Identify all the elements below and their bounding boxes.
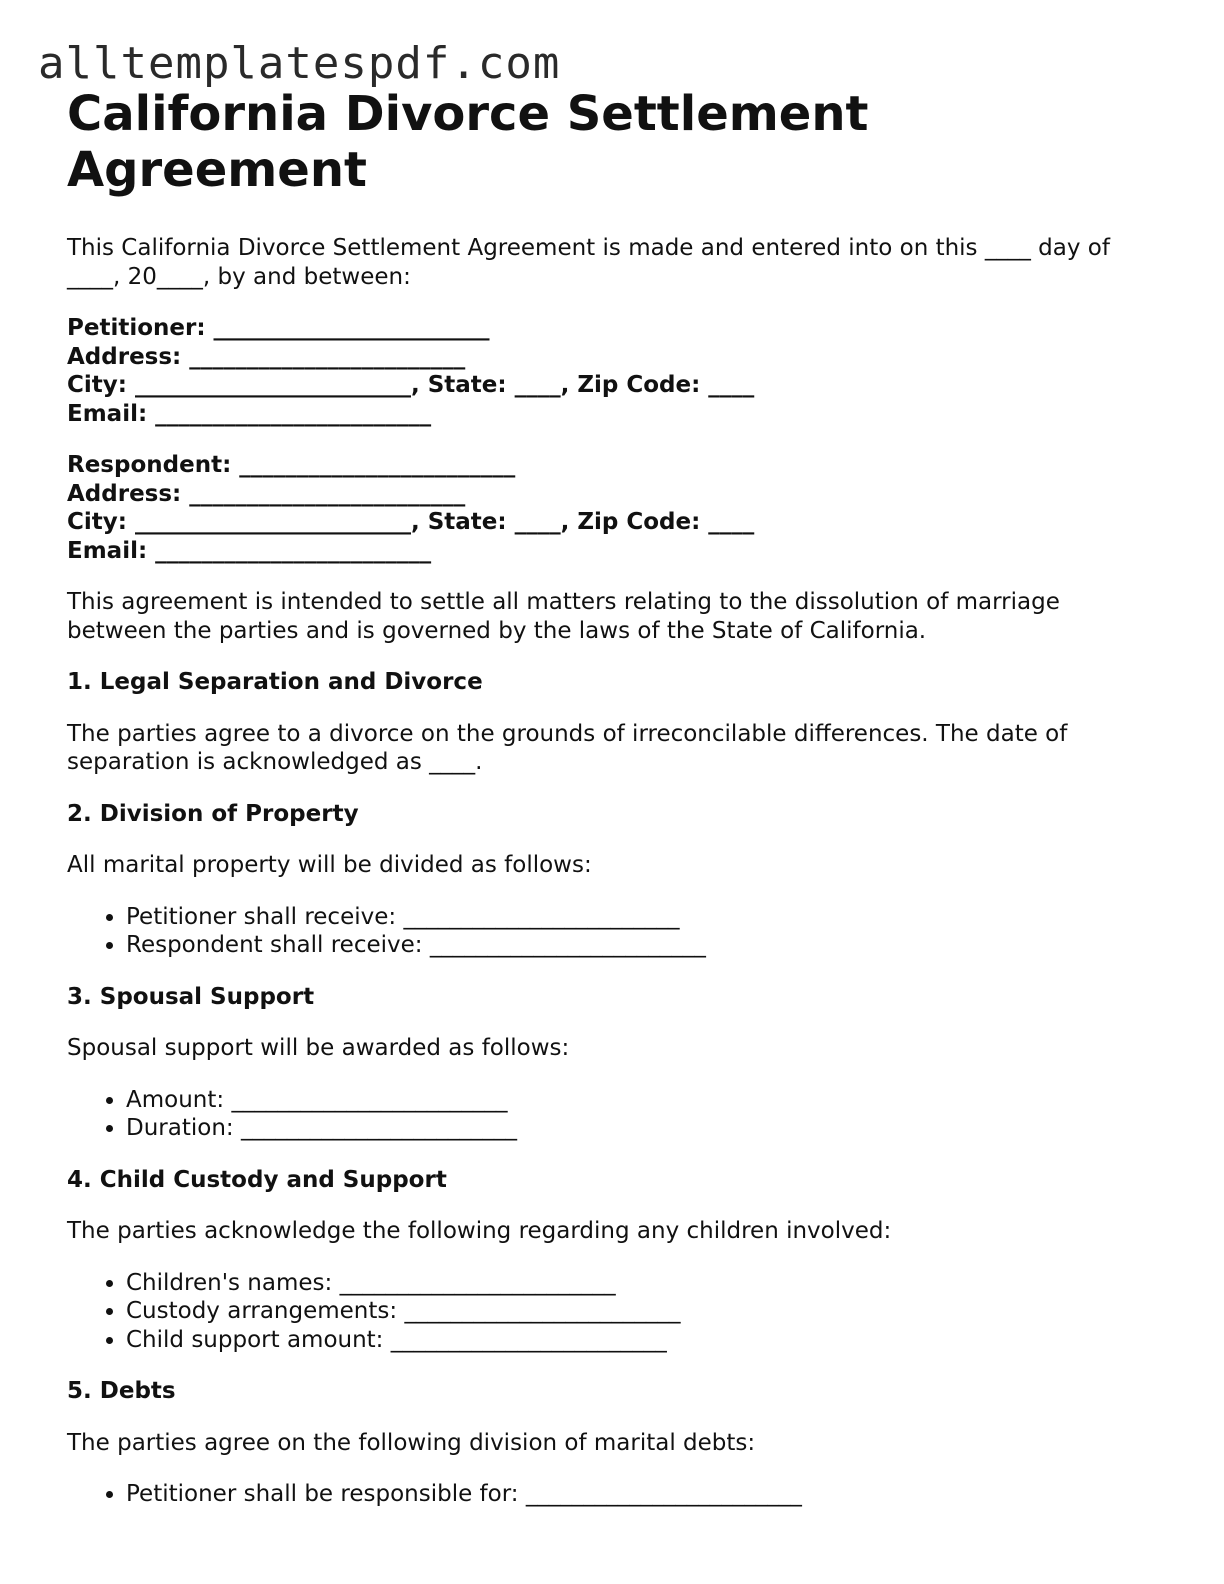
list-item[interactable]: • Petitioner shall receive: ________________________	[126, 903, 1167, 932]
section-5-text: The parties agree on the following division of marital debts:	[67, 1429, 756, 1456]
section-3-heading: 3. Spousal Support	[67, 983, 315, 1010]
petitioner-name-field[interactable]: Petitioner: ________________________	[67, 315, 490, 341]
list-item[interactable]: • Petitioner shall be responsible for: ________________________	[126, 1480, 1167, 1509]
section-5-heading: 5. Debts	[67, 1378, 176, 1404]
petitioner-block	[67, 314, 1167, 428]
title-line-2: Agreement	[67, 142, 367, 198]
intro-line-2: ____, 20____, by and between:	[67, 263, 411, 290]
list-item[interactable]: • Child support amount: ________________________	[126, 1326, 1167, 1355]
list-item[interactable]: • Children's names: ________________________	[126, 1269, 1167, 1298]
petitioner-email-field[interactable]: Email: ________________________	[67, 400, 432, 427]
intro-line-1: This California Divorce Settlement Agreement is made and entered into on this ____ day of	[67, 235, 1110, 261]
respondent-email-field[interactable]: Email: ________________________	[67, 537, 432, 564]
purpose-line-1: This agreement is intended to settle all matters relating to the dissolution of marriage	[67, 589, 1060, 615]
respondent-name-field[interactable]: Respondent: ________________________	[67, 452, 516, 478]
respondent-block	[67, 451, 1167, 565]
section-3-text: Spousal support will be awarded as follows:	[67, 1035, 570, 1061]
respondent-address-field[interactable]: Address: ________________________	[67, 480, 466, 507]
section-1-heading: 1. Legal Separation and Divorce	[67, 669, 483, 695]
petitioner-address-field[interactable]: Address: ________________________	[67, 343, 466, 370]
section-2-text: All marital property will be divided as follows:	[67, 852, 592, 878]
section-2-list	[67, 903, 1167, 960]
page-title	[67, 86, 1167, 198]
section-4-heading: 4. Child Custody and Support	[67, 1166, 447, 1193]
section-1-text	[67, 720, 1167, 777]
purpose-paragraph	[67, 588, 1167, 645]
list-item[interactable]: • Duration: ________________________	[126, 1114, 1167, 1143]
document-body	[67, 86, 1167, 1509]
watermark: alltemplatespdf.com	[38, 38, 561, 89]
section-4-list	[67, 1269, 1167, 1355]
respondent-city-state-zip-field[interactable]: City: ________________________, State: ____, Zip Code: ____	[67, 509, 755, 535]
list-item[interactable]: • Respondent shall receive: ________________________	[126, 931, 1167, 960]
purpose-line-2: between the parties and is governed by the laws of the State of California.	[67, 617, 927, 644]
section-2-heading: 2. Division of Property	[67, 800, 359, 827]
section-5-list	[67, 1480, 1167, 1509]
section-3-list	[67, 1086, 1167, 1143]
title-line-1: California Divorce Settlement	[67, 86, 869, 142]
list-item[interactable]: • Amount: ________________________	[126, 1086, 1167, 1115]
list-item[interactable]: • Custody arrangements: ________________________	[126, 1297, 1167, 1326]
section-1-text-line-2: separation is acknowledged as ____.	[67, 749, 483, 775]
section-4-text: The parties acknowledge the following regarding any children involved:	[67, 1218, 892, 1244]
intro-paragraph	[67, 234, 1167, 291]
petitioner-city-state-zip-field[interactable]: City: ________________________, State: ____, Zip Code: ____	[67, 372, 755, 398]
section-1-text-line-1: The parties agree to a divorce on the grounds of irreconcilable differences. The date of	[67, 720, 1068, 747]
